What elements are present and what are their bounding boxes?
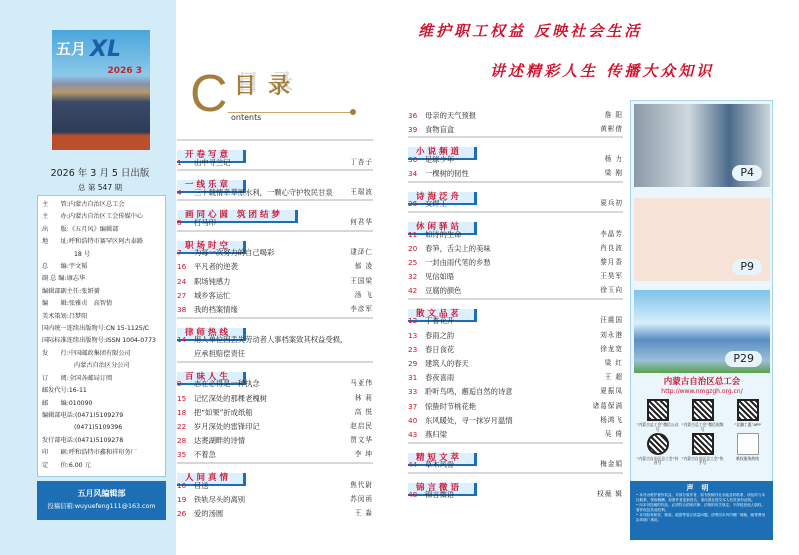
article-title: 丁香花开 — [425, 316, 455, 326]
article-title: 记忆深处的那棵老槐树 — [194, 393, 267, 403]
page-number: 34 — [408, 169, 418, 179]
page-number: 29 — [408, 359, 418, 369]
declaration-title: 声明 — [686, 484, 717, 492]
editorial-box — [37, 481, 166, 520]
qr-code[interactable] — [725, 433, 770, 462]
toc-entry[interactable] — [408, 108, 623, 122]
page-number: 4 — [177, 187, 182, 197]
feature-illustration-construction[interactable] — [634, 290, 770, 373]
section-title: 散文品茗 — [408, 309, 477, 322]
toc-entry[interactable] — [408, 356, 623, 370]
toc-entry[interactable] — [408, 342, 623, 356]
page-number: 37 — [408, 401, 418, 411]
masthead-line: 定 价:6.00 元 — [42, 461, 91, 469]
toc-entry[interactable] — [408, 458, 623, 472]
toc-section-header — [408, 442, 623, 463]
page-number: 10 — [177, 480, 187, 490]
article-title: 爱的汤圆 — [194, 508, 224, 518]
page-number: 18 — [177, 407, 187, 417]
toc-entry[interactable] — [177, 419, 373, 433]
toc-entry[interactable] — [177, 288, 373, 302]
contents-title-cn: 目录 — [234, 74, 303, 99]
section-title: 精短文萃 — [408, 453, 477, 466]
masthead-line: 主 办:内蒙古自治区工会传媒中心 — [42, 213, 144, 221]
masthead-line: 编 辑:张雅贞 高智倩 — [42, 300, 113, 308]
qr-code-grid — [635, 399, 771, 466]
toc-entry[interactable] — [177, 260, 373, 274]
article-title: 惊蛰时节桃花艳 — [425, 401, 477, 411]
article-author: 肖良波 — [600, 243, 623, 252]
article-title: 志在必得是一种执念 — [194, 379, 260, 389]
page-badge: P4 — [732, 165, 762, 181]
article-author: 李彦军 — [350, 304, 373, 313]
page-number: 24 — [177, 276, 187, 286]
toc-entry[interactable] — [408, 270, 623, 284]
section-title: 百味人生 — [177, 372, 246, 385]
qr-caption: “内蒙古总工会”微信公众号 — [636, 422, 679, 432]
article-title: 聆听鸟鸣，邂逅自然的诗意 — [425, 387, 513, 397]
article-title: 如诗的生命 — [425, 229, 462, 239]
declaration-text: • 本刊为维护著作权益，对部分原作者，原刊发稿刊社未能及时联系，请及时与本社联系，领取稿酬。如需作者更新姓名，请向我社提交本人有效身份证明。 — [636, 493, 766, 502]
declaration-text: • 本刊如有缺页、倒装、破损等装订质量问题，请寄回本刊印刷厂调换，邮寄费用由印刷厂承担。 — [636, 513, 766, 522]
page-number: 11 — [408, 229, 418, 239]
toc-entry[interactable] — [408, 255, 623, 269]
article-title: 一封由雨代笔的乡愁 — [425, 257, 491, 267]
page-number: 39 — [408, 124, 418, 134]
declaration-text: • 向本刊投稿的作品，必须符合国家法律、法规的有关规定，不得侵犯他人版权、著作权及其他权利。 — [636, 503, 766, 512]
masthead-line: 主 管:内蒙古自治区总工会 — [42, 201, 125, 208]
qr-code-icon — [692, 433, 714, 455]
toc-entry[interactable] — [177, 448, 373, 462]
toc-section-header — [177, 199, 373, 221]
toc-entry[interactable] — [177, 347, 373, 361]
contents-c: C — [190, 65, 228, 123]
section-title: 人间真情 — [177, 473, 246, 486]
toc-entry[interactable] — [408, 413, 623, 427]
masthead-line: 订 阅:全国各邮局订阅 — [42, 374, 113, 382]
contents-title-en: ontents — [231, 113, 262, 122]
toc-entry[interactable] — [177, 185, 373, 199]
article-title: 豆腐的颜色 — [425, 286, 462, 296]
article-author: 丁杏子 — [350, 157, 373, 166]
toc-section-header — [408, 136, 623, 158]
article-title: 春雨之韵 — [425, 330, 455, 340]
article-author: 梁 红 — [604, 359, 623, 368]
page-number: 36 — [408, 110, 418, 120]
toc-entry[interactable] — [408, 241, 623, 255]
article-author: 郁 凌 — [354, 262, 373, 271]
article-author: 詹 阳 — [604, 110, 623, 119]
qr-caption: “内蒙古总工会”微信视频号 — [681, 422, 724, 432]
page-number: 26 — [408, 199, 418, 209]
section-title: 休闲驿站 — [408, 222, 477, 235]
article-author: 李晶芳 — [600, 229, 623, 238]
toc-entry[interactable] — [177, 333, 373, 347]
article-author: 马亚伟 — [350, 379, 373, 388]
toc-section-header — [408, 211, 623, 232]
masthead-line: 内蒙古自治区分公司 — [74, 362, 130, 370]
toc-entry[interactable] — [177, 246, 373, 260]
article-title: 女焊工 — [425, 199, 447, 209]
article-title: 目送 — [194, 480, 209, 490]
masthead-line: 邮发代号:16-11 — [42, 387, 87, 395]
qr-code[interactable] — [635, 399, 680, 433]
toc-section-header — [408, 472, 623, 493]
toc-entry[interactable] — [408, 167, 623, 181]
qr-caption: “内蒙古自治区总工会”抖音号 — [636, 455, 679, 466]
article-title: 把“如果”折成纸船 — [194, 407, 253, 417]
total-issue: 总 第 547 期 — [78, 183, 122, 192]
masthead-line: 国际标准连续出版物号:ISSN 1004-0773 — [42, 337, 156, 345]
toc-entry[interactable] — [177, 302, 373, 316]
article-title: 用人单位因丢失劳动者人事档案致其权益受损， — [194, 335, 348, 345]
article-title: 达赉湖畔的诗情 — [194, 436, 246, 446]
page-number: 20 — [408, 243, 418, 253]
toc-entry[interactable] — [177, 434, 373, 448]
toc-entry[interactable] — [408, 427, 623, 441]
page-number: 38 — [177, 304, 187, 314]
article-title: 三十载情牵草原水利，一颗心守护牧民甘泉 — [194, 187, 333, 197]
publication-date: 2026 年 3 月 5 日出版 — [50, 168, 150, 179]
masthead-line: 发 行:中国邮政集团有限公司 — [42, 349, 131, 357]
article-title: 不着急 — [194, 450, 216, 460]
toc-right-column — [408, 108, 623, 502]
article-title: 春日食花 — [425, 344, 455, 354]
article-author: 刘永港 — [600, 330, 623, 339]
article-author: 王国梁 — [350, 276, 373, 285]
article-title: 岁月深处的雷锋印记 — [194, 422, 260, 432]
article-title: 锦言微语 — [425, 490, 455, 500]
section-title: 锦言微语 — [408, 483, 477, 496]
article-title: 应承担赔偿责任 — [194, 349, 246, 359]
union-url[interactable]: http://www.nmgzgh.org.cn/ — [661, 388, 743, 395]
section-title: 画同心圆 筑团结梦 — [177, 210, 298, 223]
article-title: 为每一次努力的自己喝彩 — [194, 248, 275, 258]
article-author: 杨鸿飞 — [600, 415, 623, 424]
toc-entry[interactable] — [408, 197, 623, 211]
article-title: 草木风骨 — [425, 460, 455, 470]
page-number: 35 — [177, 450, 187, 460]
toc-entry[interactable] — [408, 399, 623, 413]
editorial-name: 五月风编辑部 — [77, 488, 126, 498]
toc-entry[interactable] — [408, 328, 623, 342]
page-number: 12 — [408, 316, 418, 326]
title-dot — [350, 109, 356, 115]
page-number: 19 — [177, 494, 187, 504]
toc-section-header — [177, 139, 373, 160]
qr-code[interactable] — [635, 433, 680, 467]
article-title: 铁轨尽头的离别 — [194, 494, 246, 504]
feature-sidebar — [630, 100, 773, 540]
article-title: 平凡者的逆袭 — [194, 262, 238, 272]
toc-entry[interactable] — [408, 152, 623, 166]
masthead-line: 18 号 — [74, 250, 91, 258]
masthead-line: 美术策划:吕梦阳 — [42, 312, 88, 320]
article-author: 夏振凤 — [600, 387, 623, 396]
qr-code-icon — [737, 433, 759, 455]
toc-section-header — [408, 181, 623, 202]
masthead-line: 发行部电话:(0471)5109278 — [42, 436, 124, 444]
article-author: 逮泽仁 — [350, 248, 373, 257]
article-author: 汤 飞 — [354, 290, 373, 299]
article-author: 焦代尉 — [350, 480, 373, 489]
article-author: 黎月香 — [600, 257, 623, 266]
masthead-line: 副 总 编:康志华 — [42, 275, 86, 283]
toc-entry[interactable] — [177, 492, 373, 506]
toc-left-column — [177, 139, 373, 521]
qr-code[interactable] — [680, 399, 725, 433]
section-title: 律师热线 — [177, 328, 246, 341]
slogan-2: 讲述精彩人生 传播大众知识 — [490, 62, 715, 80]
page-badge: P9 — [732, 259, 762, 275]
toc-entry[interactable] — [408, 385, 623, 399]
page-number: 22 — [177, 422, 187, 432]
toc-section-header — [177, 230, 373, 251]
toc-entry[interactable] — [408, 122, 623, 136]
toc-entry[interactable] — [177, 391, 373, 405]
article-author: 李 坤 — [354, 450, 373, 459]
toc-section-header — [177, 169, 373, 191]
article-author: 王 淼 — [354, 508, 373, 517]
article-author: 吴 倚 — [604, 429, 623, 438]
qr-caption: “内蒙古自治区总工会”快手号 — [681, 455, 724, 466]
masthead-line: 总 编:宇文韬 — [42, 263, 88, 271]
qr-caption: 维权服务热线 — [736, 455, 759, 461]
toc-entry[interactable] — [408, 284, 623, 298]
article-title: 打马印 — [194, 217, 216, 227]
cover-logo-cn: 五月 — [56, 40, 87, 58]
page-number: 16 — [177, 262, 187, 272]
page-number: 43 — [408, 429, 418, 439]
submission-email[interactable]: 投稿信箱:wuyuefeng111@163.com — [47, 503, 156, 510]
article-author: 王瑞波 — [350, 187, 373, 196]
qr-code-icon — [647, 399, 669, 421]
masthead-box — [37, 195, 166, 477]
toc-entry[interactable] — [177, 377, 373, 391]
article-title: 山中寻兰记 — [194, 157, 231, 167]
article-title: 城乡客运忙 — [194, 290, 231, 300]
cover-issue: 2026 3 — [107, 66, 142, 76]
qr-code-icon — [737, 399, 759, 421]
article-author: 贾文华 — [350, 436, 373, 445]
union-info — [634, 377, 770, 396]
page-number: 14 — [177, 335, 187, 345]
article-title: 食物盲盒 — [425, 124, 455, 134]
feature-photo-workers[interactable] — [634, 104, 770, 187]
page-badge: P29 — [725, 351, 762, 367]
page-number: 31 — [408, 373, 418, 383]
article-author: 林 莉 — [354, 393, 373, 402]
page-number: 48 — [408, 490, 418, 500]
toc-entry[interactable] — [177, 478, 373, 492]
qr-code-icon — [692, 399, 714, 421]
article-author: 夏兵初 — [600, 199, 623, 208]
article-author: 权薇 辑 — [597, 490, 623, 499]
page-number: 13 — [408, 330, 418, 340]
toc-section-header — [177, 361, 373, 382]
page-number: 23 — [408, 344, 418, 354]
article-author: 何君华 — [350, 217, 373, 226]
page-number: 28 — [177, 436, 187, 446]
slogan-1: 维护职工权益 反映社会生活 — [418, 22, 643, 40]
article-author: 梁 刚 — [604, 169, 623, 178]
toc-entry[interactable] — [408, 488, 623, 502]
masthead-line: 邮 编:010090 — [42, 399, 93, 407]
page-number: 15 — [177, 393, 187, 403]
toc-entry[interactable] — [177, 274, 373, 288]
magazine-cover-image — [52, 30, 150, 150]
masthead-line: 国内统一连续出版物号:CN 15-1125/C — [42, 325, 150, 333]
article-author: 苏闵函 — [350, 494, 373, 503]
article-author: 王 超 — [604, 373, 623, 382]
page-number: 8 — [177, 217, 182, 227]
article-author: 梅金娟 — [600, 460, 623, 469]
article-title: 一棵树的韧性 — [425, 169, 469, 179]
section-title: 诗海泛舟 — [408, 192, 477, 205]
toc-entry[interactable] — [408, 314, 623, 328]
article-author: 徐玉向 — [600, 286, 623, 295]
article-author: 高 悦 — [354, 407, 373, 416]
toc-section-header — [177, 317, 373, 338]
article-title: 母亲的天气预报 — [425, 110, 477, 120]
toc-entry[interactable] — [408, 371, 623, 385]
article-author: 诸葛保满 — [592, 401, 623, 410]
masthead-line: 编辑部电话:(0471)5109279 — [42, 411, 124, 419]
toc-entry[interactable] — [177, 506, 373, 520]
masthead-line: 地 址:呼和浩特市赛罕区阿古泰路 — [42, 238, 144, 246]
page-number: 33 — [408, 387, 418, 397]
declaration-box — [630, 481, 773, 540]
page-number: 32 — [408, 272, 418, 282]
qr-caption: “北疆工惠”APP — [734, 422, 761, 427]
union-name: 内蒙古自治区总工会 — [663, 377, 741, 387]
page-number: 44 — [408, 460, 418, 470]
toc-entry[interactable] — [177, 155, 373, 169]
article-author: 赵启民 — [350, 422, 373, 431]
page-number: 9 — [177, 379, 182, 389]
qr-code[interactable] — [680, 433, 725, 467]
page-number: 7 — [177, 248, 182, 258]
article-author: 杨 力 — [604, 154, 623, 163]
toc-entry[interactable] — [408, 227, 623, 241]
article-title: 见信如晤 — [425, 272, 455, 282]
qr-code-icon — [647, 433, 669, 455]
article-title: 我的档案情缘 — [194, 304, 238, 314]
qr-code[interactable] — [725, 399, 770, 428]
article-author: 徐龙宽 — [600, 344, 623, 353]
page-number: 42 — [408, 286, 418, 296]
masthead-line: 印 刷:呼和浩特市鑫和祥印务厂 — [42, 449, 137, 457]
page-number: 25 — [408, 257, 418, 267]
masthead-line: 编辑部副主任:张妍赟 — [42, 287, 100, 295]
cover-logo-en: XL — [90, 37, 121, 62]
article-title: 春笋，舌尖上的美味 — [425, 243, 491, 253]
toc-section-header — [408, 298, 623, 319]
article-title: 足球少年 — [425, 154, 455, 164]
article-title: 春夜喜雨 — [425, 373, 455, 383]
toc-entry[interactable] — [177, 215, 373, 229]
toc-section-header — [177, 462, 373, 483]
article-author: 汪震国 — [600, 316, 623, 325]
page-number: 30 — [408, 154, 418, 164]
toc-entry[interactable] — [177, 405, 373, 419]
section-title: 职场时空 — [177, 241, 246, 254]
article-author: 黄彬倩 — [600, 124, 623, 133]
page-number: 26 — [177, 508, 187, 518]
section-title: 小说频道 — [408, 147, 477, 160]
article-title: 燕归梁 — [425, 429, 447, 439]
section-title: 一线乐章 — [177, 180, 246, 193]
article-title: 东风暖处，寻一抹岁月温情 — [425, 415, 513, 425]
page-number: 1 — [177, 157, 182, 167]
masthead-line: 出 版:《五月风》编辑部 — [42, 225, 119, 233]
masthead-line: (0471)5109396 — [74, 424, 123, 432]
article-author: 王昊军 — [600, 272, 623, 281]
feature-illustration-reading[interactable] — [634, 198, 770, 281]
article-title: 职场钝感力 — [194, 276, 231, 286]
page-number: 40 — [408, 415, 418, 425]
section-title: 开卷写意 — [177, 150, 246, 163]
article-title: 建筑人的春天 — [425, 359, 469, 369]
page-number: 27 — [177, 290, 187, 300]
